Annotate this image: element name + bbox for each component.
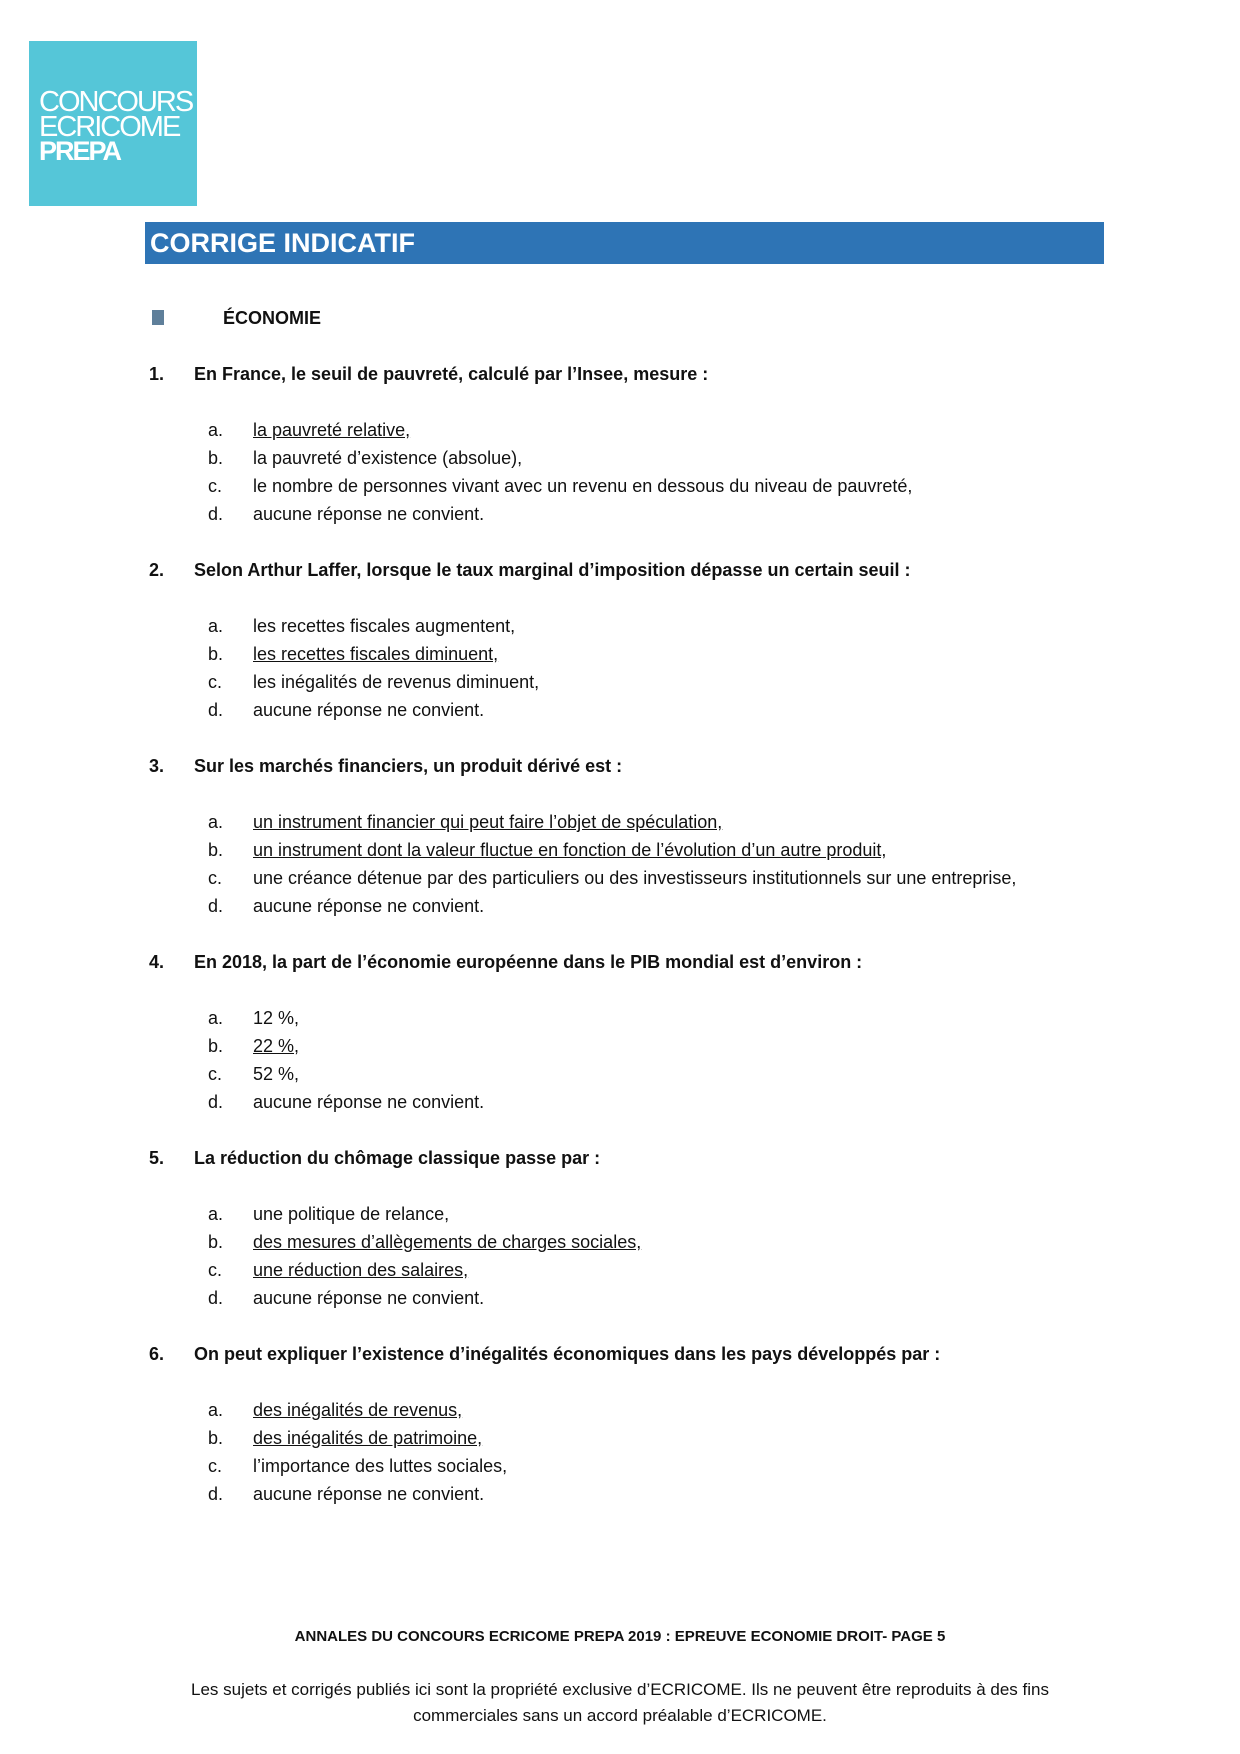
option-letter: d. (208, 1484, 224, 1504)
question-1 (149, 360, 1104, 388)
option-letter: d. (208, 896, 224, 916)
option-text: une politique de relance, (253, 1204, 450, 1224)
option-text: la pauvreté d’existence (absolue), (253, 448, 523, 468)
option-letter: d. (208, 1288, 224, 1308)
section-title: ÉCONOMIE (223, 308, 322, 328)
option (149, 1452, 1104, 1480)
option-text: les recettes fiscales diminuent, (253, 644, 499, 664)
option-text: la pauvreté relative, (253, 420, 411, 440)
option-text: aucune réponse ne convient. (253, 1288, 485, 1308)
option-text: des inégalités de revenus, (253, 1400, 463, 1420)
option-text: l’importance des luttes sociales, (253, 1456, 508, 1476)
question-text: En 2018, la part de l’économie européenne dans le PIB mondial est d’environ : (194, 952, 863, 972)
question-text: On peut expliquer l’existence d’inégalités économiques dans les pays développés par : (194, 1344, 941, 1364)
option-text: le nombre de personnes vivant avec un revenu en dessous du niveau de pauvreté, (253, 476, 913, 496)
ecricome-logo (29, 41, 197, 206)
question-text: Sur les marchés financiers, un produit dérivé est : (194, 756, 623, 776)
option-letter: c. (208, 672, 223, 692)
footer-disclaimer: Les sujets et corrigés publiés ici sont la propriété exclusive d’ECRICOME. Ils ne peuvent être reproduits à des fins commerciales sans un accord préalable d’ECRICOME. (191, 1680, 1049, 1725)
option-text: 52 %, (253, 1064, 300, 1084)
option-correct (149, 1032, 1104, 1060)
logo-line-concours: CONCOURS (39, 86, 193, 118)
option-text: une réduction des salaires, (253, 1260, 469, 1280)
option-text: des mesures d’allègements de charges sociales, (253, 1232, 642, 1252)
option-letter: b. (208, 1036, 224, 1056)
question-number: 6. (149, 1344, 165, 1364)
options-list (149, 1200, 1104, 1312)
options-list (149, 1396, 1104, 1508)
question-number: 1. (149, 364, 165, 384)
option (149, 696, 1104, 724)
option-text: aucune réponse ne convient. (253, 896, 485, 916)
option-text: une créance détenue par des particuliers ou des investisseurs institutionnels sur une entreprise, (253, 868, 1017, 888)
option-text: aucune réponse ne convient. (253, 700, 485, 720)
option-letter: a. (208, 1008, 224, 1028)
option-text: 12 %, (253, 1008, 300, 1028)
question-text: La réduction du chômage classique passe par : (194, 1148, 601, 1168)
option-letter: a. (208, 812, 224, 832)
option (149, 1480, 1104, 1508)
option-text: un instrument dont la valeur fluctue en fonction de l’évolution d’un autre produit, (253, 840, 887, 860)
logo-line-ecricome: ECRICOME (39, 111, 180, 143)
option-correct (149, 1256, 1104, 1284)
question-5 (149, 1144, 1104, 1172)
option-correct (149, 416, 1104, 444)
option-text: 22 %, (253, 1036, 300, 1056)
option-text: aucune réponse ne convient. (253, 1484, 485, 1504)
option-correct (149, 808, 1104, 836)
option (149, 444, 1104, 472)
question-number: 3. (149, 756, 165, 776)
option-text: des inégalités de patrimoine, (253, 1428, 483, 1448)
logo-line-prepa: PREPA (39, 136, 121, 166)
option-text: un instrument financier qui peut faire l’objet de spéculation, (253, 812, 723, 832)
option-text: les inégalités de revenus diminuent, (253, 672, 540, 692)
options-list (149, 808, 1104, 920)
option (149, 1200, 1104, 1228)
option-correct (149, 836, 1104, 864)
option (149, 500, 1104, 528)
option-letter: b. (208, 448, 224, 468)
option-correct (149, 1424, 1104, 1452)
option-text: les recettes fiscales augmentent, (253, 616, 516, 636)
option-text: aucune réponse ne convient. (253, 1092, 485, 1112)
footer-title: ANNALES DU CONCOURS ECRICOME PREPA 2019 : EPREUVE ECONOMIE DROIT- PAGE 5 (294, 1628, 946, 1645)
option-correct (149, 1228, 1104, 1256)
option (149, 1284, 1104, 1312)
option-letter: d. (208, 504, 224, 524)
option-letter: b. (208, 1232, 224, 1252)
option-letter: c. (208, 1064, 223, 1084)
options-list (149, 612, 1104, 724)
option-letter: c. (208, 868, 223, 888)
option (149, 1088, 1104, 1116)
question-text: En France, le seuil de pauvreté, calculé par l’Insee, mesure : (194, 364, 709, 384)
question-text: Selon Arthur Laffer, lorsque le taux marginal d’imposition dépasse un certain seuil : (194, 560, 911, 580)
questions-content (149, 304, 1104, 1508)
question-6 (149, 1340, 1104, 1368)
question-number: 2. (149, 560, 165, 580)
option-letter: a. (208, 1400, 224, 1420)
option-letter: c. (208, 476, 223, 496)
question-2 (149, 556, 1104, 584)
section-heading (149, 304, 1104, 332)
option-letter: c. (208, 1456, 223, 1476)
question-number: 4. (149, 952, 165, 972)
option (149, 1004, 1104, 1032)
square-bullet-icon (152, 310, 164, 325)
option-letter: b. (208, 840, 224, 860)
option-letter: b. (208, 644, 224, 664)
option-letter: c. (208, 1260, 223, 1280)
question-3 (149, 752, 1104, 780)
options-list (149, 416, 1104, 528)
question-number: 5. (149, 1148, 165, 1168)
option-letter: a. (208, 1204, 224, 1224)
question-4 (149, 948, 1104, 976)
page-title-banner: CORRIGE INDICATIF (145, 222, 1104, 264)
option-correct (149, 640, 1104, 668)
option-letter: b. (208, 1428, 224, 1448)
option (149, 864, 1104, 892)
option-letter: a. (208, 616, 224, 636)
option-correct (149, 1396, 1104, 1424)
option (149, 668, 1104, 696)
option-letter: a. (208, 420, 224, 440)
option (149, 472, 1104, 500)
option-text: aucune réponse ne convient. (253, 504, 485, 524)
option (149, 892, 1104, 920)
option (149, 612, 1104, 640)
option (149, 1060, 1104, 1088)
options-list (149, 1004, 1104, 1116)
option-letter: d. (208, 700, 224, 720)
option-letter: d. (208, 1092, 224, 1112)
